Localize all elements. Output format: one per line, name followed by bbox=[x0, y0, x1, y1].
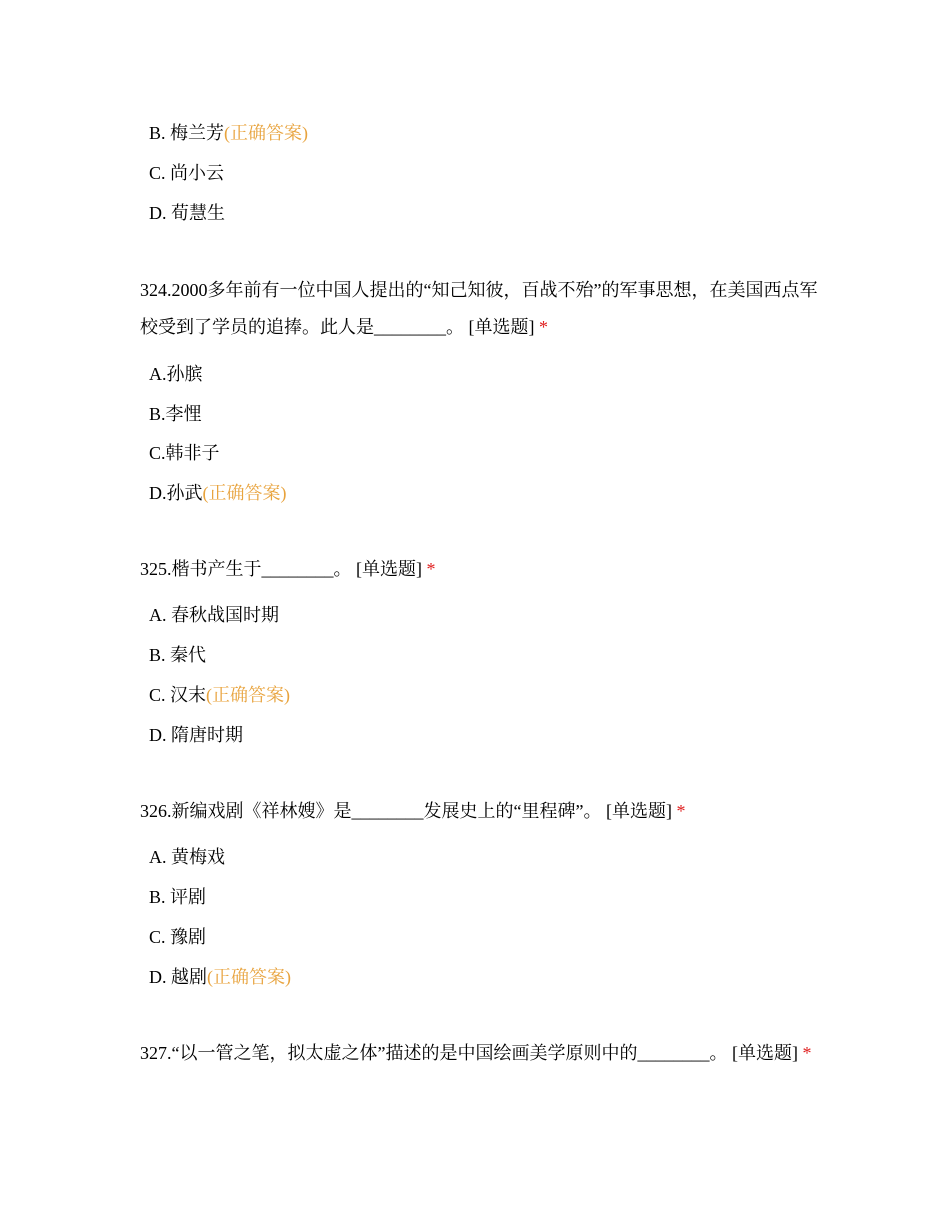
correct-answer-label: (正确答案) bbox=[207, 967, 291, 987]
q323-option-d bbox=[149, 201, 225, 225]
correct-answer-label: (正确答案) bbox=[206, 685, 291, 705]
option-text: B. 评剧 bbox=[149, 887, 207, 907]
q326-option-d bbox=[149, 965, 291, 989]
option-text: A. 春秋战国时期 bbox=[149, 605, 279, 625]
q324-option-d bbox=[149, 481, 287, 505]
q326-option-a bbox=[149, 845, 225, 869]
option-text: D.孙武 bbox=[149, 483, 203, 503]
q326-option-c bbox=[149, 925, 206, 949]
option-text: B. 秦代 bbox=[149, 645, 207, 665]
q325-option-a bbox=[149, 603, 279, 627]
question-text: 326.新编戏剧《祥林嫂》是________发展史上的“里程碑”。 bbox=[140, 801, 602, 821]
q324-option-a bbox=[149, 362, 203, 386]
option-text: B.李悝 bbox=[149, 404, 202, 424]
question-type: [单选题] bbox=[356, 559, 422, 579]
required-mark: * bbox=[802, 1043, 812, 1063]
question-type: [单选题] bbox=[731, 1043, 798, 1063]
question-text: 324.2000多年前有一位中国人提出的“知己知彼，百战不殆”的军事思想，在美国西点军校受到了学员的追捧。此人是________。 bbox=[140, 280, 818, 337]
option-text: D. 越剧 bbox=[149, 967, 207, 987]
option-text: D. 隋唐时期 bbox=[149, 725, 243, 745]
option-text: D. 荀慧生 bbox=[149, 203, 225, 223]
correct-answer-label: (正确答案) bbox=[202, 483, 287, 503]
q324-question bbox=[140, 272, 820, 346]
option-text: B. 梅兰芳 bbox=[149, 123, 225, 143]
required-mark: * bbox=[676, 801, 686, 821]
option-text: C.韩非子 bbox=[149, 443, 220, 463]
correct-answer-label: (正确答案) bbox=[224, 123, 309, 143]
q323-option-b bbox=[149, 121, 308, 145]
option-text: A. 黄梅戏 bbox=[149, 847, 225, 867]
q327-question bbox=[140, 1035, 820, 1072]
option-text: C. 尚小云 bbox=[149, 163, 225, 183]
option-text: A.孙膑 bbox=[149, 364, 203, 384]
q323-option-c bbox=[149, 161, 224, 185]
option-text: C. 豫剧 bbox=[149, 927, 207, 947]
q326-option-b bbox=[149, 885, 206, 909]
q325-option-c bbox=[149, 683, 290, 707]
q326-question bbox=[140, 793, 820, 830]
question-text: 325.楷书产生于________。 bbox=[140, 559, 352, 579]
required-mark: * bbox=[539, 317, 548, 337]
q325-option-b bbox=[149, 643, 206, 667]
question-type: [单选题] bbox=[605, 801, 672, 821]
q324-option-c bbox=[149, 441, 220, 465]
question-type: [单选题] bbox=[468, 317, 535, 337]
q324-option-b bbox=[149, 402, 202, 426]
required-mark: * bbox=[426, 559, 436, 579]
question-text: 327.“以一管之笔，拟太虚之体”描述的是中国绘画美学原则中的________。 bbox=[140, 1043, 728, 1063]
q325-question bbox=[140, 551, 820, 588]
option-text: C. 汉末 bbox=[149, 685, 207, 705]
q325-option-d bbox=[149, 723, 243, 747]
